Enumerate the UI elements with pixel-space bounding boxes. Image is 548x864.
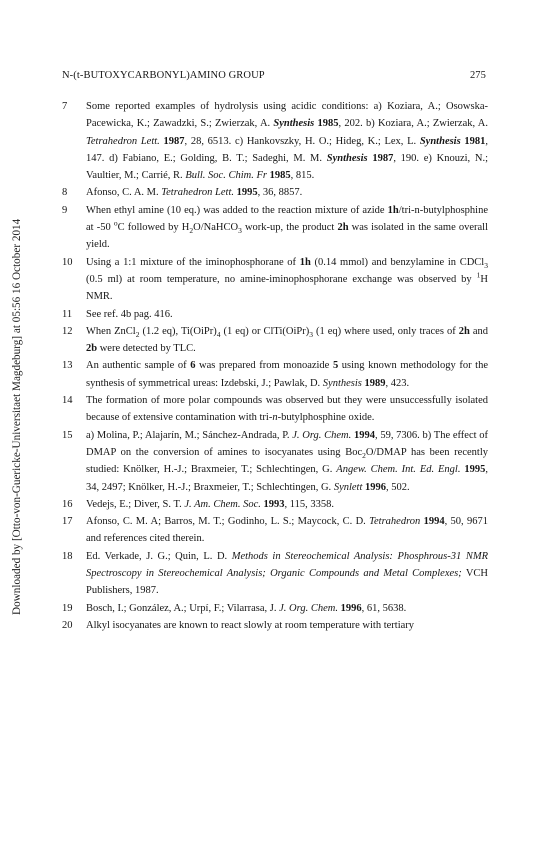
note-text-run: , 61, 5638.	[361, 602, 407, 614]
note-text-run: Some reported examples of hydrolysis using acidic conditions: a) Koziara, A.; Osowska-Pacewicka, K.; Zawadzki, S.; Zwierzak, A.	[86, 101, 488, 130]
note-text	[86, 323, 488, 358]
note-text-run: was prepared from monoazide	[195, 360, 333, 372]
running-header	[62, 70, 486, 84]
note-text-run: 1985	[269, 170, 291, 182]
note-text-run: , 147. d) Fabiano, E.; Golding, B. T.; Sadeghi, M. M.	[86, 135, 489, 164]
note-text-run: , 202. b) Koziara, A.; Zwierzak, A.	[338, 118, 488, 130]
reference-note	[62, 306, 488, 323]
note-number: 14	[62, 395, 73, 407]
note-text-run: Synthesis	[273, 118, 315, 130]
note-number: 9	[62, 204, 68, 216]
note-text-run: (1 eq) where used, only traces of	[312, 325, 459, 337]
note-text-run: Synthesis	[326, 152, 368, 164]
note-text-run: , 50, 9671 and references cited therein.	[86, 516, 489, 545]
note-text-run: using known methodology for the synthesis of symmetrical ureas: Izdebski, J.; Pawlak, D.	[86, 360, 488, 389]
note-text-run: , 815.	[290, 170, 315, 182]
reference-note	[62, 600, 488, 617]
note-text-run: Bull. Soc. Chim. Fr	[185, 170, 267, 182]
note-text-run: 1989	[364, 377, 386, 389]
note-number: 7	[62, 101, 68, 112]
note-text-run: , 502.	[386, 481, 410, 493]
reference-note	[62, 202, 488, 254]
note-number: 19	[62, 602, 73, 614]
note-text-run: Angew. Chem. Int. Ed. Engl.	[336, 464, 461, 476]
note-text-run: Synthesis	[322, 377, 362, 389]
note-number: 18	[62, 550, 73, 562]
note-text-run: 5	[332, 360, 339, 372]
note-text-run: 1993	[263, 498, 285, 510]
reference-note	[62, 617, 488, 634]
note-text-run: H NMR.	[86, 273, 488, 303]
note-text-run: Using a 1:1 mixture of the iminophosphorane of	[86, 256, 300, 268]
note-text-run: 3	[238, 226, 242, 236]
note-text-run: 1987	[163, 135, 185, 147]
note-text	[86, 98, 488, 184]
note-text-run: The formation of more polar compounds was observed but they were unsuccessfully isolated because of extensive contamination with tri-	[86, 395, 488, 424]
note-text-run: Tetrahedron Lett.	[161, 187, 234, 199]
note-text-run: 2h	[458, 325, 470, 337]
note-text-run: was isolated in the same overall yield.	[86, 222, 489, 251]
note-text-run: 1995	[464, 464, 486, 476]
note-text-run: 2	[135, 329, 140, 339]
note-text-run: 4	[216, 329, 221, 339]
note-text-run: (0.5 ml) at room temperature, no amine-iminophosphorane exchange was observed by	[86, 273, 477, 285]
note-text	[86, 548, 488, 600]
note-text-run: 6	[190, 360, 196, 372]
note-number: 12	[62, 325, 73, 337]
note-text-run: 1h	[387, 204, 399, 216]
note-text-run: , 190. e) Knouzi, N.; Vaultier, M.; Carrié, R.	[86, 152, 488, 182]
reference-note	[62, 323, 488, 358]
note-text-run: /tri-n-butylphosphine at -50	[86, 204, 488, 234]
note-text-run: , 34, 2497; Knölker, H.-J.; Braxmeier, T.; Schlechtingen, G.	[86, 464, 488, 493]
reference-note	[62, 184, 488, 201]
note-text-run: Synthesis	[419, 135, 461, 147]
note-text-run: When ethyl amine (10 eq.) was added to the reaction mixture of azide	[86, 204, 388, 216]
note-text-run: 1987	[372, 152, 394, 164]
note-text-run: Vedejs, E.; Diver, S. T.	[86, 498, 185, 510]
note-text-run: 1994	[353, 429, 375, 441]
note-text-run: (0.14 mmol) and benzylamine in CDCl	[310, 256, 485, 268]
note-text-run: , 59, 7306. b) The effect of DMAP on the conversion of amines to isocyanates using Boc	[86, 429, 488, 458]
note-text-run: 2b	[86, 343, 98, 355]
note-text-run: 3	[484, 260, 488, 270]
note-text-run: Ed. Verkade, J. G.; Quin, L. D.	[86, 550, 232, 562]
note-text-run: Afonso, C. M. A; Barros, M. T.; Godinho, L. S.; Maycock, C. D.	[86, 516, 370, 528]
note-text-run: O/NaHCO	[193, 222, 239, 234]
note-text-run: , 423.	[385, 377, 410, 389]
page-number: 275	[469, 70, 486, 81]
reference-note	[62, 98, 488, 184]
note-text-run: 1981	[464, 135, 486, 147]
note-text-run: , 115, 3358.	[284, 498, 334, 510]
note-text-run: Afonso, C. A. M.	[86, 187, 162, 199]
note-text-run: n	[272, 412, 278, 424]
note-text-run: 1	[476, 270, 481, 280]
note-text-run: , 36, 8857.	[257, 187, 303, 199]
note-text	[86, 306, 488, 323]
download-watermark: Downloaded by [Otto-von-Guericke-Universitaet Magdeburg] at 05:56 16 October 2014	[11, 218, 23, 615]
note-text-run: Bosch, I.; González, A.; Urpí, F.; Vilarrasa, J.	[86, 602, 280, 614]
reference-notes-list	[62, 98, 488, 634]
note-text-run: 1996	[340, 602, 362, 614]
note-text-run: Tetrahedron	[369, 516, 421, 528]
note-number: 20	[62, 619, 73, 631]
note-text-run: 2	[362, 451, 366, 461]
note-text-run: O/DMAP has been recently studied: Knölker, H.-J.; Braxmeier, T.; Schlechtingen, G.	[86, 446, 488, 476]
note-text-run: 1h	[299, 256, 311, 268]
reference-note	[62, 254, 488, 306]
note-text	[86, 617, 488, 634]
note-text-run: work-up, the product	[241, 222, 338, 234]
note-text-run: 1994	[423, 516, 445, 528]
note-text	[86, 600, 488, 617]
note-text-run: 3	[309, 329, 313, 339]
note-number: 17	[62, 516, 73, 528]
note-number: 13	[62, 360, 73, 372]
note-text-run: a) Molina, P.; Alajarín, M.; Sánchez-Andrada, P.	[86, 429, 293, 441]
note-text-run: 1995	[236, 187, 258, 199]
note-text	[86, 202, 488, 254]
reference-note	[62, 427, 488, 496]
note-number: 11	[62, 308, 73, 320]
note-text-run: 1985	[317, 118, 339, 130]
note-text-run: Methods in Stereochemical Analysis: Phosphrous-31 NMR Spectroscopy in Stereochemical Analysis; Organic Compounds and Metal Complexes;	[86, 550, 488, 580]
note-text-run: Synlett	[333, 481, 363, 493]
note-text-run: 2	[189, 226, 194, 236]
reference-note	[62, 357, 488, 392]
note-text-run: An authentic sample of	[86, 360, 191, 372]
note-text-run: 1996	[365, 481, 387, 493]
note-text-run: VCH Publishers, 1987.	[86, 568, 489, 597]
note-text	[86, 357, 488, 392]
note-text	[86, 392, 488, 427]
reference-note	[62, 496, 488, 513]
note-text	[86, 496, 488, 513]
note-text-run: 2h	[337, 222, 349, 234]
note-number: 15	[62, 429, 73, 441]
note-text-run: J. Org. Chem.	[292, 429, 352, 441]
note-text-run: and	[469, 325, 488, 337]
reference-note	[62, 548, 488, 600]
note-text-run: were detected by TLC.	[97, 343, 196, 355]
note-text-run: See ref. 4b pag. 416.	[86, 308, 173, 320]
running-title: N-(t-BUTOXYCARBONYL)AMINO GROUP	[62, 70, 265, 81]
note-text-run: (1.2 eq), Ti(OiPr)	[139, 325, 217, 337]
note-text-run: J. Am. Chem. Soc.	[184, 498, 261, 510]
note-text-run: C followed by H	[117, 222, 190, 234]
note-text-run: , 28, 6513. c) Hankovszky, H. O.; Hideg, K.; Lex, L.	[184, 135, 420, 147]
note-number: 8	[62, 187, 68, 199]
note-text-run: J. Org. Chem.	[279, 602, 338, 614]
note-text	[86, 184, 488, 201]
note-text	[86, 254, 488, 306]
note-text-run: o	[113, 218, 118, 228]
note-text-run: (1 eq) or ClTi(OiPr)	[220, 325, 310, 337]
note-text-run: When ZnCl	[86, 325, 136, 337]
note-text	[86, 513, 488, 548]
reference-note	[62, 392, 488, 427]
reference-note	[62, 513, 488, 548]
note-number: 16	[62, 498, 73, 510]
note-text-run: -butylphosphine oxide.	[277, 412, 375, 424]
note-text-run: Tetrahedron Lett.	[86, 135, 160, 147]
note-number: 10	[62, 256, 73, 268]
note-text-run: Alkyl isocyanates are known to react slowly at room temperature with tertiary	[86, 619, 415, 631]
note-text	[86, 427, 488, 496]
